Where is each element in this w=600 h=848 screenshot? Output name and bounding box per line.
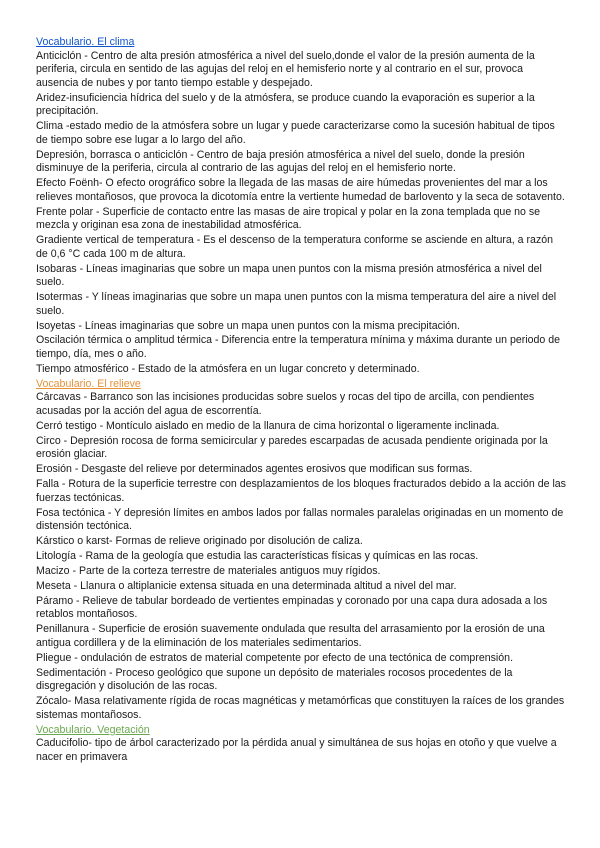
- section-clima: [36, 36, 566, 377]
- entry-cerro-testigo: Cerró testigo - Montículo aislado en medio de la llanura de cima horizontal o ligeramente inclinada.: [36, 419, 500, 432]
- section-relieve: [36, 378, 566, 722]
- entry-falla: Falla - Rotura de la superficie terrestre con desplazamientos de los bloques fracturados debido a la acción de las fuerzas tectónicas.: [36, 478, 566, 504]
- entry-carcavas: Cárcavas - Barranco son las incisiones producidas sobre suelos y rocas del tipo de arcilla, con pendientes acusadas por la acción del agua de escorrentía.: [36, 391, 535, 417]
- entry-erosion: Erosión - Desgaste del relieve por determinados agentes erosivos que modifican sus formas.: [36, 463, 473, 476]
- entry-paramo: Páramo - Relieve de tabular bordeado de vertientes empinadas y coronado por una capa dura adosada a los retablos montañosos.: [36, 594, 548, 621]
- entry-efecto-foehn: Efecto Foënh- O efecto orográfico sobre la llegada de las masas de aire húmedas provenientes del mar a los relieves montañosos, que provoca la dicotomía entre la vertiente humedad de barlovento y la seca de sotavento.: [36, 177, 565, 203]
- entry-clima: Clima -estado medio de la atmósfera sobre un lugar y puede caracterizarse como la sucesión habitual de tipos de tiempo sobre ese lugar a lo largo del año.: [36, 120, 555, 146]
- entry-depresion: Depresión, borrasca o anticiclón - Centro de baja presión atmosférica a nivel del suelo, donde la presión disminuye de la periferia, circula al contrario de las agujas del reloj en el hemisferio norte.: [36, 148, 525, 175]
- entry-gradiente: Gradiente vertical de temperatura - Es el descenso de la temperatura conforme se asciende en altura, a razón de 0,6 °C cada 100 m de altura.: [36, 234, 554, 260]
- entry-karstico: Kárstico o karst- Formas de relieve originado por disolución de caliza.: [36, 535, 363, 548]
- entry-tiempo: Tiempo atmosférico - Estado de la atmósfera en un lugar concreto y determinado.: [36, 362, 420, 375]
- entry-circo: Circo - Depresión rocosa de forma semicircular y paredes escarpadas de acusada pendiente originada por la erosión glaciar.: [36, 434, 548, 461]
- entry-oscilacion: Oscilación térmica o amplitud térmica - Diferencia entre la temperatura mínima y máxima durante un periodo de tiempo, día, mes o año.: [36, 334, 561, 361]
- entry-macizo: Macizo - Parte de la corteza terrestre de materiales antiguos muy rígidos.: [36, 564, 381, 577]
- entry-fosa-tectonica: Fosa tectónica - Y depresión límites en ambos lados por fallas normales paralelas originadas en un momento de distensión tectónica.: [36, 506, 564, 533]
- entry-caducifolio: Caducifolio- tipo de árbol caracterizado por la pérdida anual y simultánea de sus hojas en otoño y que vuelve a nacer en primavera: [36, 737, 557, 763]
- section-heading-relieve[interactable]: Vocabulario. El relieve: [36, 377, 141, 390]
- entry-frente-polar: Frente polar - Superficie de contacto entre las masas de aire tropical y polar en la zona templada que no se mezcla y originan esa zona de inestabilidad atmosférica.: [36, 205, 541, 232]
- entry-isotermas: Isotermas - Y líneas imaginarias que sobre un mapa unen puntos con la misma temperatura del aire a nivel del suelo.: [36, 291, 557, 317]
- document-page: [36, 36, 566, 766]
- section-heading-clima[interactable]: Vocabulario. El clima: [36, 36, 135, 48]
- entry-anticiclon: Anticiclón - Centro de alta presión atmosférica a nivel del suelo,donde el valor de la presión aumenta de la periferia, circula en sentido de las agujas del reloj en el hemisferio norte y al contrario en el sur, provoca ausencia de nubes y por tanto tiempo estable y despejado.: [36, 49, 535, 89]
- entry-isoyetas: Isoyetas - Líneas imaginarias que sobre un mapa unen puntos con la misma precipitación.: [36, 319, 460, 332]
- entry-sedimentacion: Sedimentación - Proceso geológico que supone un depósito de materiales rocosos procedentes de la disgregación y disolución de las rocas.: [36, 666, 513, 693]
- entry-pliegue: Pliegue - ondulación de estratos de material competente por efecto de una tectónica de comprensión.: [36, 651, 514, 664]
- section-vegetacion: [36, 724, 566, 765]
- entry-meseta: Meseta - Llanura o altiplanicie extensa situada en una determinada altitud a nivel del mar.: [36, 579, 457, 592]
- entry-zocalo: Zócalo- Masa relativamente rígida de rocas magnéticas y metamórficas que constituyen la raíces de los grandes sistemas montañosos.: [36, 695, 565, 721]
- entry-aridez: Aridez-insuficiencia hídrica del suelo y de la atmósfera, se produce cuando la evaporación es superior a la precipitación.: [36, 91, 535, 118]
- section-heading-vegetacion[interactable]: Vocabulario. Vegetación: [36, 723, 150, 736]
- entry-litologia: Litología - Rama de la geología que estudia las características físicas y químicas en las rocas.: [36, 550, 479, 563]
- entry-isobaras: Isobaras - Líneas imaginarias que sobre un mapa unen puntos con la misma presión atmosférica a nivel del suelo.: [36, 262, 542, 289]
- entry-penillanura: Penillanura - Superficie de erosión suavemente ondulada que resulta del arrasamiento por la erosión de una antigua cordillera y de la eliminación de los materiales sedimentarios.: [36, 623, 545, 649]
